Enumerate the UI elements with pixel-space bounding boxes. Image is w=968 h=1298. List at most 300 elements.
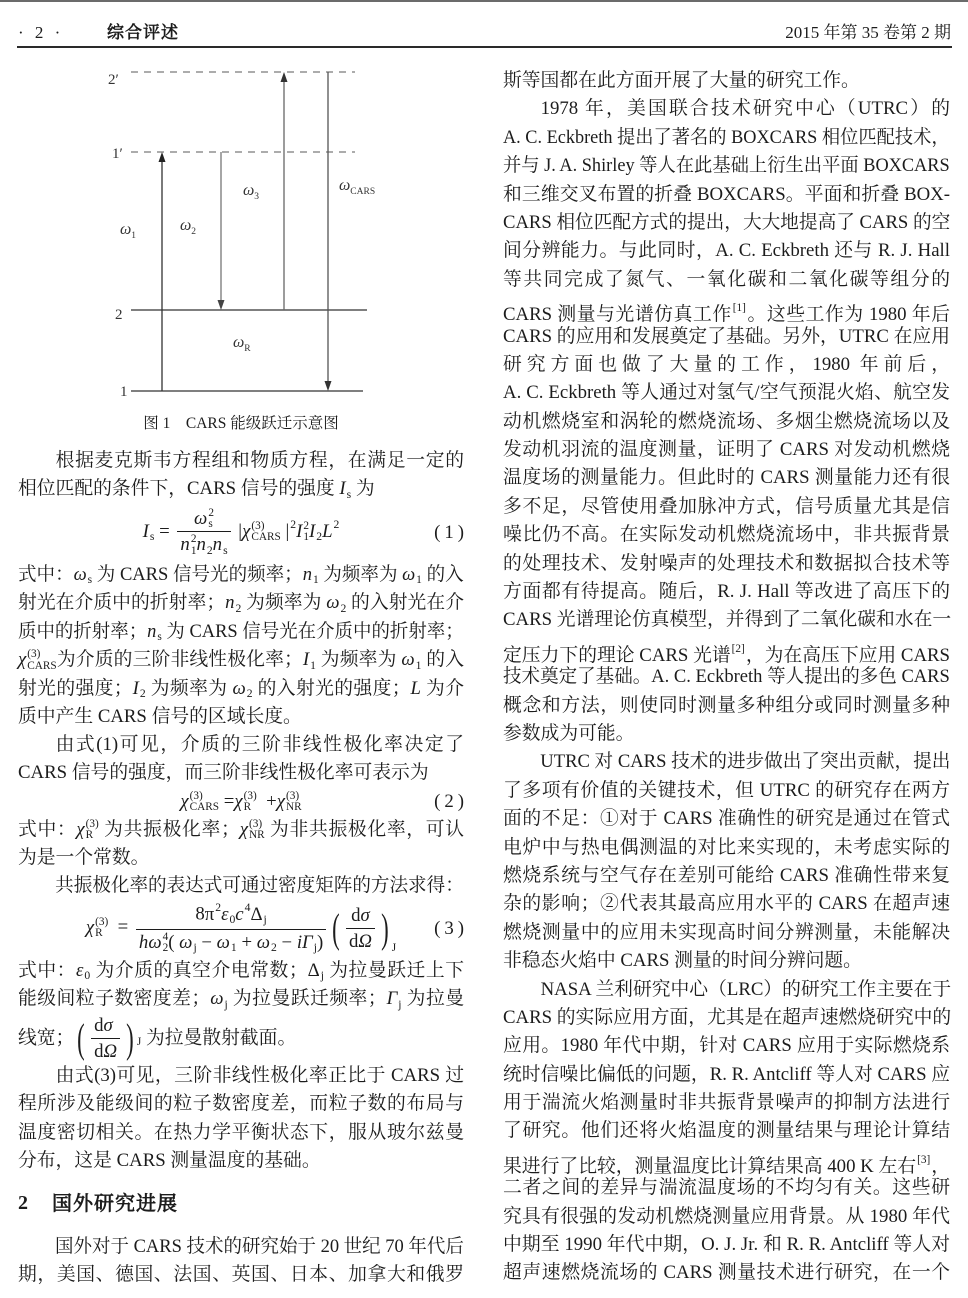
omega-cars-subscript: CARS bbox=[350, 187, 376, 197]
text-line bbox=[503, 1231, 950, 1259]
math-variable bbox=[180, 534, 196, 555]
text-line bbox=[18, 703, 464, 731]
math-variable bbox=[250, 904, 266, 925]
superscript: 2 bbox=[303, 519, 309, 532]
text-line bbox=[503, 720, 950, 748]
variable-symbol: Δ bbox=[250, 903, 263, 925]
math-variable bbox=[326, 592, 346, 613]
text-line bbox=[18, 985, 464, 1013]
math-variable bbox=[104, 1015, 113, 1036]
text-run: 为频率为 bbox=[145, 677, 233, 699]
sup-sub-stack bbox=[86, 819, 99, 842]
text-line bbox=[18, 1014, 464, 1062]
right-column bbox=[503, 67, 950, 1288]
subscript: s bbox=[157, 630, 162, 644]
text-line bbox=[503, 1089, 950, 1117]
math-operator: = bbox=[154, 520, 175, 542]
omega-r-subscript: R bbox=[244, 344, 251, 354]
subscript: NR bbox=[249, 829, 265, 842]
text-run: 间分辨能力。与此同时，A. C. Eckbreth 还与 R. J. Hall bbox=[503, 240, 950, 262]
variable-symbol: ω bbox=[401, 649, 415, 671]
text-run: 为频率为 bbox=[315, 649, 402, 671]
text-run: 电炉中与热电偶测温的对比来实现的，未考虑实际的 bbox=[503, 836, 950, 858]
equation-3-body bbox=[86, 901, 396, 956]
math-variable bbox=[104, 1041, 118, 1062]
figure-caption: 图 1 CARS 能级跃迁示意图 bbox=[143, 415, 339, 432]
text-run: 为非共振极化率，可认 bbox=[264, 819, 464, 840]
math-variable bbox=[303, 564, 319, 585]
text-line bbox=[503, 606, 950, 634]
subscript: 2 bbox=[139, 687, 146, 701]
variable-symbol: L bbox=[322, 520, 333, 542]
text-line bbox=[503, 1032, 950, 1060]
text-run: 为频率为 bbox=[318, 564, 403, 585]
fraction-denominator bbox=[177, 532, 230, 558]
text-run: 多不足，尽管使用叠加脉冲方式，信号质量尤其是信 bbox=[503, 495, 950, 517]
text-run: 温度密切相关。在热力学平衡状态下，服从玻尔兹曼 bbox=[18, 1121, 464, 1143]
subscript: CARS bbox=[189, 801, 220, 814]
paragraph-foreign-research bbox=[18, 1233, 464, 1290]
variable-symbol: ω bbox=[326, 592, 340, 614]
superscript: (3) bbox=[251, 519, 265, 532]
math-variable bbox=[133, 678, 146, 699]
variable-symbol: σ bbox=[103, 1015, 113, 1036]
paragraph-intensity-intro bbox=[18, 447, 464, 504]
text-run: 射光在介质中的折射率； bbox=[18, 592, 226, 614]
text-run: 为拉曼 bbox=[401, 988, 465, 1010]
left-parenthesis: ( bbox=[77, 1015, 86, 1062]
omega3-subscript: 3 bbox=[254, 192, 260, 202]
text-run: 质中产生 CARS 信号的区域长度。 bbox=[18, 705, 302, 727]
text-run: 动机燃烧室和涡轮的燃烧流场、多烟尘燃烧流场以及 bbox=[503, 410, 950, 432]
text-run: 质中的折射率； bbox=[18, 620, 148, 642]
equation-2-body bbox=[180, 790, 301, 814]
fraction-denominator bbox=[346, 929, 375, 953]
text-run: 能级间粒子数密度差； bbox=[18, 988, 211, 1010]
text-line bbox=[503, 890, 950, 918]
text-line bbox=[503, 124, 950, 152]
text-line bbox=[18, 475, 464, 503]
text-run: 由式(1)可见，介质的三阶非线性极化率决定了 bbox=[55, 734, 464, 755]
text-run: 为是一个常数。 bbox=[18, 847, 150, 869]
math-operator: ( bbox=[168, 931, 180, 953]
text-line bbox=[503, 1203, 950, 1231]
variable-symbol: I bbox=[132, 677, 139, 699]
math-variable bbox=[302, 932, 317, 953]
text-line bbox=[18, 759, 464, 787]
paragraph-boltzmann bbox=[18, 1062, 464, 1176]
omega-cars-symbol: ω bbox=[339, 177, 351, 194]
subscript: s bbox=[223, 543, 228, 557]
math-variable bbox=[74, 564, 93, 585]
text-run: 温度场的测量能力。但此时的 CARS 测量能力还有很 bbox=[503, 467, 950, 489]
sup-sub-stack bbox=[190, 791, 219, 814]
text-run: 中期至 1990 年代中期，O. J. Jr. 和 R. R. Antcliff 等人对 bbox=[503, 1234, 950, 1256]
math-variable bbox=[277, 791, 302, 812]
text-run: 为介质的真空介电常数； bbox=[90, 960, 308, 981]
variable-symbol: σ bbox=[360, 904, 370, 926]
text-run: 超声速燃烧流场的 CARS 测量技术进行研究，在一个 bbox=[503, 1262, 950, 1284]
paragraph-eq2-definitions bbox=[18, 816, 464, 873]
text-line bbox=[503, 521, 950, 549]
text-line bbox=[18, 589, 464, 617]
text-run: 为 CARS 信号光在介质中的折射率； bbox=[161, 620, 464, 642]
math-operator: | bbox=[233, 520, 243, 542]
variable-symbol: h bbox=[138, 931, 149, 953]
subscript: 2 bbox=[206, 543, 213, 557]
sup-sub-stack bbox=[286, 791, 302, 814]
math-variable bbox=[309, 521, 322, 542]
math-operator: = bbox=[219, 790, 235, 812]
text-run: 二者之间的差异与湍流温度场的不均匀有关。这些研 bbox=[503, 1177, 950, 1199]
variable-symbol: n bbox=[196, 534, 206, 556]
variable-symbol: ω bbox=[216, 931, 230, 953]
superscript: (3) bbox=[85, 818, 99, 831]
text-run: 发动机羽流的温度测量，证明了 CARS 对发动机燃烧 bbox=[503, 439, 950, 461]
text-line bbox=[503, 1259, 950, 1287]
equation-1 bbox=[18, 504, 468, 561]
text-run: UTRC 对 CARS 技术的进步做出了突出贡献，提出 bbox=[540, 751, 951, 773]
math-variable bbox=[401, 649, 421, 670]
text-line bbox=[503, 493, 950, 521]
text-line bbox=[503, 436, 950, 464]
text-run: ， bbox=[931, 1155, 951, 1177]
math-variable bbox=[358, 931, 372, 952]
text-line bbox=[503, 294, 950, 326]
superscript: 2 bbox=[190, 533, 197, 546]
variable-symbol: ω bbox=[148, 931, 162, 953]
omega-r-symbol: ω bbox=[233, 334, 245, 351]
parenthesized-group bbox=[329, 904, 396, 954]
variable-symbol: ε bbox=[76, 960, 84, 981]
fraction bbox=[177, 507, 230, 559]
variable-symbol: Ω bbox=[358, 931, 372, 952]
superscript: (3) bbox=[95, 915, 109, 928]
text-run: 为拉曼散射截面。 bbox=[141, 1027, 297, 1049]
variable-symbol: I bbox=[339, 478, 346, 500]
subscript: 1 bbox=[303, 531, 309, 544]
variable-symbol: ω bbox=[179, 931, 193, 953]
text-run: 。这些工作为 1980 年后 bbox=[746, 304, 950, 326]
text-line bbox=[18, 618, 464, 646]
subscript: 1 bbox=[230, 941, 237, 955]
text-line bbox=[503, 663, 950, 691]
text-run: 参数成为可能。 bbox=[503, 722, 635, 744]
text-run: CARS 的实际应用方面，尤其是在超声速燃烧研究中的 bbox=[503, 1006, 952, 1028]
level-label-2: 2 bbox=[115, 307, 123, 323]
text-run: A. C. Eckbreth 提出了著名的 BOXCARS 相位匹配技术， bbox=[503, 126, 950, 148]
sup-sub-stack bbox=[251, 521, 280, 544]
fraction bbox=[136, 901, 326, 956]
text-line bbox=[503, 805, 950, 833]
paragraph-nasa-lrc bbox=[503, 976, 950, 1288]
text-run: 国外对于 CARS 技术的研究始于 20 世纪 70 年代后 bbox=[55, 1236, 464, 1257]
variable-symbol: χ bbox=[18, 649, 27, 671]
variable-symbol: χ bbox=[180, 790, 189, 812]
text-line bbox=[503, 578, 950, 606]
variable-symbol: n bbox=[302, 564, 312, 585]
superscript: 2 bbox=[290, 518, 297, 532]
text-run: 面的不足：①对于 CARS 准确性的研究是通过在管式 bbox=[503, 808, 950, 830]
superscript: (3) bbox=[243, 789, 257, 802]
text-run: 8 bbox=[195, 903, 205, 925]
text-line bbox=[503, 323, 950, 351]
text-run: 分布，这是 CARS 测量温度的基础。 bbox=[18, 1150, 321, 1172]
text-run: CARS 光谱理论仿真模型，并得到了二氧化碳和水在一 bbox=[503, 609, 952, 631]
text-line bbox=[503, 1061, 950, 1089]
math-variable bbox=[232, 678, 252, 699]
math-operator: ) bbox=[316, 931, 324, 953]
section-number: 2 bbox=[18, 1192, 28, 1214]
subscript: j bbox=[398, 997, 402, 1011]
math-variable bbox=[242, 521, 281, 542]
math-variable bbox=[257, 932, 277, 953]
text-line bbox=[18, 561, 464, 589]
variable-symbol: ω bbox=[402, 564, 416, 585]
sup-sub-stack bbox=[95, 917, 108, 940]
math-operator: d bbox=[351, 904, 361, 926]
variable-symbol: i bbox=[296, 931, 303, 953]
left-column bbox=[18, 0, 468, 1298]
subscript: J bbox=[391, 941, 397, 954]
variable-symbol: L bbox=[410, 677, 421, 699]
variable-symbol: I bbox=[142, 520, 149, 542]
math-variable bbox=[180, 791, 219, 812]
variable-symbol: ε bbox=[221, 903, 229, 925]
text-run: 为共振极化率； bbox=[98, 819, 240, 840]
text-line bbox=[503, 550, 950, 578]
text-line bbox=[503, 1174, 950, 1202]
subscript: 1 bbox=[312, 573, 319, 587]
text-run: 式中： bbox=[18, 960, 77, 981]
math-variable bbox=[402, 564, 422, 585]
math-operator: − bbox=[196, 931, 217, 953]
math-operator: d bbox=[94, 1015, 104, 1036]
subscript: R bbox=[243, 801, 252, 814]
text-run: 噪比仍不高。在实际发动机燃烧流场中，非共振背景 bbox=[503, 524, 950, 546]
subscript: 1 bbox=[415, 658, 422, 672]
subscript: 2 bbox=[246, 687, 253, 701]
math-variable bbox=[143, 521, 155, 542]
math-operator: d bbox=[349, 931, 359, 952]
text-run: 用于湍流火焰测量时非共振背景噪声的抑制方法进行 bbox=[503, 1092, 950, 1114]
sup-sub-stack bbox=[27, 649, 56, 672]
text-line bbox=[18, 731, 464, 759]
superscript: 4 bbox=[244, 901, 251, 915]
subscript: 2 bbox=[340, 601, 347, 615]
math-variable bbox=[196, 534, 212, 555]
text-run: CARS 的应用和发展奠定了基础。另外，UTRC 在应用 bbox=[503, 325, 950, 347]
math-variable bbox=[148, 932, 168, 953]
sup-sub-stack bbox=[208, 508, 214, 531]
math-variable bbox=[210, 988, 228, 1009]
omega2-symbol: ω bbox=[180, 217, 192, 234]
math-variable bbox=[76, 960, 90, 981]
fraction-numerator bbox=[177, 507, 230, 533]
journal-issue: 2015 年第 35 卷第 2 期 bbox=[785, 23, 951, 42]
text-run: 并与 J. A. Shirley 等人在此基础上衍生出平面 BOXCARS bbox=[503, 155, 950, 177]
subscript: 1 bbox=[416, 573, 422, 587]
text-line bbox=[503, 408, 950, 436]
variable-symbol: I bbox=[302, 649, 310, 671]
text-run: 式中： bbox=[18, 819, 77, 840]
right-parenthesis: ) bbox=[126, 1015, 134, 1062]
math-variable bbox=[411, 678, 421, 699]
left-parenthesis: ( bbox=[332, 904, 340, 951]
text-line bbox=[18, 447, 464, 475]
variable-symbol: ω bbox=[256, 931, 270, 953]
subscript: 1 bbox=[310, 658, 316, 672]
variable-symbol: I bbox=[308, 520, 316, 542]
text-line bbox=[503, 976, 950, 1004]
equation-3 bbox=[18, 900, 468, 957]
variable-symbol: ω bbox=[73, 564, 87, 585]
variable-symbol: n bbox=[212, 534, 223, 556]
variable-symbol: χ bbox=[239, 819, 249, 840]
right-parenthesis: ) bbox=[381, 904, 389, 951]
text-run: 为频率为 bbox=[241, 592, 327, 614]
text-line bbox=[18, 1261, 464, 1289]
level-label-1prime: 1′ bbox=[112, 146, 123, 162]
equation-3-number: (3) bbox=[434, 917, 468, 939]
text-run: 了研究。他们还将火焰温度的测量结果与理论计算结 bbox=[503, 1120, 950, 1142]
text-line bbox=[503, 1146, 951, 1177]
text-line bbox=[503, 692, 950, 720]
superscript: 2 bbox=[208, 506, 214, 519]
math-operator: | bbox=[280, 520, 290, 542]
text-run: 由式(3)可见，三阶非线性极化率正比于 CARS 过 bbox=[55, 1065, 464, 1086]
math-variable bbox=[221, 904, 235, 925]
math-variable bbox=[240, 819, 265, 840]
text-line bbox=[503, 748, 951, 776]
text-line bbox=[503, 1004, 950, 1032]
subscript: j bbox=[224, 997, 228, 1011]
variable-symbol: I bbox=[296, 520, 303, 542]
level-label-2prime: 2′ bbox=[108, 72, 119, 88]
page-number: · 2 · bbox=[18, 23, 61, 42]
variable-symbol: χ bbox=[234, 790, 243, 812]
text-run: CARS 信号的强度，而三阶非线性极化率可表示为 bbox=[18, 762, 429, 784]
text-line bbox=[503, 266, 950, 294]
subscript: j bbox=[313, 941, 317, 955]
text-run: 为拉曼跃迁频率； bbox=[227, 988, 387, 1010]
variable-symbol: n bbox=[180, 534, 190, 556]
math-variable bbox=[322, 518, 340, 542]
journal-section: 综合评述 bbox=[107, 23, 179, 43]
citation-ref: [3] bbox=[917, 1153, 931, 1166]
math-operator: − bbox=[276, 931, 297, 953]
fraction bbox=[91, 1014, 120, 1064]
superscript: 2 bbox=[215, 901, 222, 915]
subscript: s bbox=[87, 573, 93, 587]
text-run: 为介质的三阶非线性极化率； bbox=[56, 649, 303, 671]
paragraph-continuation bbox=[503, 67, 950, 95]
text-line bbox=[18, 1233, 464, 1261]
text-line bbox=[503, 635, 950, 666]
math-operator: d bbox=[94, 1041, 104, 1063]
text-run: 线宽； bbox=[18, 1027, 75, 1049]
equation-1-number: (1) bbox=[434, 521, 468, 543]
math-variable bbox=[361, 905, 370, 926]
citation-ref: [1] bbox=[732, 302, 746, 315]
variable-symbol: ω bbox=[210, 988, 224, 1010]
math-variable bbox=[194, 508, 214, 529]
text-line bbox=[503, 919, 950, 947]
subscript: CARS bbox=[251, 531, 281, 544]
text-line bbox=[503, 181, 950, 209]
subscript: 2 bbox=[316, 530, 323, 544]
omega2-subscript: 2 bbox=[191, 227, 197, 237]
section-heading bbox=[18, 1189, 464, 1217]
subscript: s bbox=[346, 487, 352, 501]
text-run: 定压力下的理论 CARS 光谱 bbox=[503, 644, 731, 666]
subscript: 2 bbox=[162, 942, 169, 955]
math-variable bbox=[235, 901, 251, 925]
text-run: 为介 bbox=[420, 677, 464, 699]
text-run: 的入 bbox=[421, 649, 464, 671]
subscript: j bbox=[320, 969, 324, 983]
text-run: 技术奠定了基础。A. C. Eckbreth 等人提出的多色 CARS bbox=[503, 666, 950, 688]
text-run: 概念和方法，则使同时测量多种组分或同时测量多种 bbox=[503, 694, 950, 716]
subscript: R bbox=[95, 927, 103, 940]
text-line bbox=[503, 67, 950, 95]
variable-symbol: χ bbox=[85, 916, 95, 938]
omega1-subscript: 1 bbox=[131, 231, 137, 241]
parenthesized-group bbox=[74, 1014, 141, 1064]
text-run: 的处理技术、发射噪声的处理技术和数据拟合技术等 bbox=[503, 552, 950, 574]
variable-symbol: χ bbox=[76, 819, 85, 840]
fraction-numerator bbox=[91, 1014, 120, 1039]
text-line bbox=[18, 957, 464, 985]
subscript: 0 bbox=[84, 969, 91, 983]
text-run: 非稳态火焰中 CARS 测量的时间分辨问题。 bbox=[503, 950, 862, 972]
subscript: NR bbox=[286, 801, 302, 814]
text-run: A. C. Eckbreth 等人通过对氢气/空气预混火焰、航空发 bbox=[503, 382, 950, 404]
math-variable bbox=[179, 932, 197, 953]
text-run: 等共同完成了氮气、一氧化碳和二氧化碳等组分的 bbox=[503, 268, 950, 290]
variable-symbol: ω bbox=[194, 507, 208, 529]
text-line bbox=[503, 834, 950, 862]
math-variable bbox=[234, 791, 256, 812]
text-run: 燃烧系统与空气存在差别可能给 CARS 准确性带来复 bbox=[503, 864, 950, 886]
math-variable bbox=[225, 592, 241, 613]
paragraph-susceptibility bbox=[18, 731, 464, 788]
subscript: 2 bbox=[235, 601, 242, 615]
superscript: (3) bbox=[249, 818, 263, 831]
math-operator: + bbox=[236, 931, 257, 953]
paragraph-eq3-definitions-tail bbox=[18, 1014, 464, 1062]
variable-symbol: Γ bbox=[386, 988, 398, 1010]
math-variable bbox=[303, 649, 316, 670]
text-run: 统时信噪比偏低的问题，R. R. Antcliff 等人对 CARS 应 bbox=[503, 1063, 950, 1085]
level-label-1: 1 bbox=[120, 384, 128, 400]
paragraph-eq3-definitions bbox=[18, 957, 464, 1014]
subscript: s bbox=[208, 518, 213, 531]
subscript: s bbox=[149, 530, 155, 544]
text-run: 期，美国、德国、法国、英国、日本、加拿大和俄罗 bbox=[18, 1264, 464, 1286]
text-run: 方面都有待提高。随后，R. J. Hall 等改进了高压下的 bbox=[503, 581, 950, 603]
superscript: 4 bbox=[162, 930, 169, 943]
subscript: j bbox=[263, 913, 267, 927]
text-line bbox=[503, 464, 950, 492]
math-variable bbox=[147, 621, 162, 642]
subscript: j bbox=[193, 941, 197, 955]
math-variable bbox=[76, 819, 98, 840]
subscript: 1 bbox=[190, 544, 197, 557]
text-run: NASA 兰利研究中心（LRC）的研究工作主要在于 bbox=[540, 978, 952, 1000]
text-line bbox=[503, 351, 950, 379]
variable-symbol: c bbox=[235, 903, 244, 925]
